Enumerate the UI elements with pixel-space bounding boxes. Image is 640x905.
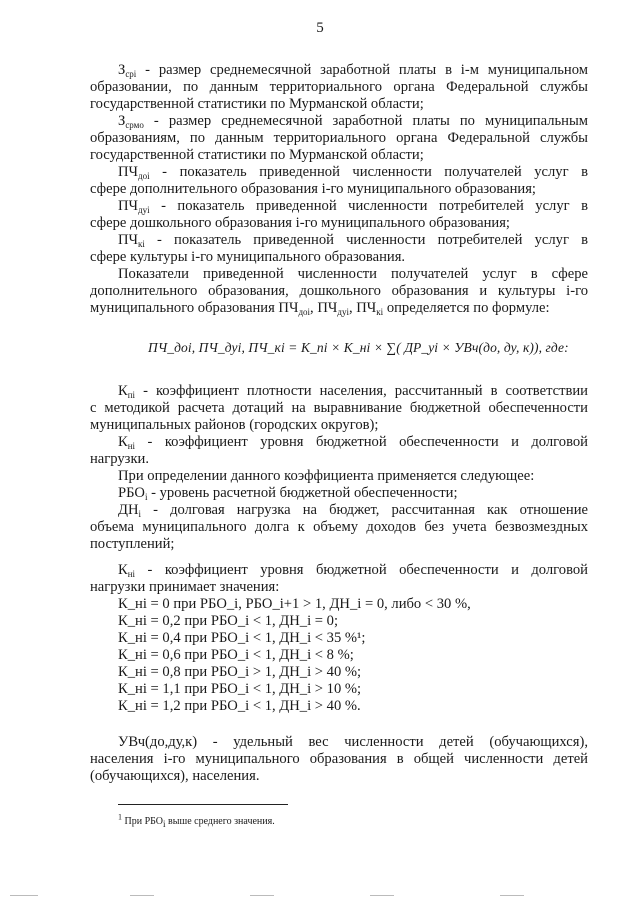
page-number: 5 (316, 20, 324, 36)
condition-line: К_нi = 1,2 при РБО_i < 1, ДН_i > 40 %. (118, 698, 361, 714)
text-line: государственной статистики по Мурманской области; (90, 96, 424, 112)
definition-uvch: УВч(до,ду,к) - удельный вес численности детей (обучающихся), (118, 734, 588, 750)
condition-line: К_нi = 1,1 при РБО_i < 1, ДН_i > 10 %; (118, 681, 362, 697)
text-line: нагрузки. (90, 451, 149, 467)
text-line: (обучающихся), населения. (90, 768, 260, 784)
definition-pch-du: $ПЧ_{дуi}$ - показатель приведенной численности потребителей услуг в (118, 198, 588, 215)
condition-line: К_нi = 0,4 при РБО_i < 1, ДН_i < 35 %¹; (118, 630, 366, 646)
definition-zsri: $З_{срi}$ - размер среднемесячной заработной платы в i-м муниципальном (118, 62, 588, 79)
text-line: сфере дошкольного образования i-го муниципального образования; (90, 215, 510, 231)
condition-line: К_нi = 0,2 при РБО_i < 1, ДН_i = 0; (118, 613, 339, 629)
text-line: дополнительного образования, дошкольного образования и культуры i-го (90, 283, 588, 299)
text-line: При определении данного коэффициента применяется следующее: (118, 468, 535, 484)
text-line: поступлений; (90, 536, 175, 552)
definition-pch-k: $ПЧ_{кi}$ - показатель приведенной численности потребителей услуг в (118, 232, 588, 249)
definition-dn: $ДН_i$ - долговая нагрузка на бюджет, рассчитанная как отношение (118, 502, 588, 519)
text-line: Показатели приведенной численности получателей услуг в сфере (118, 266, 588, 282)
text-line: муниципального образования $ПЧ_{доi}$, $ПЧ_{дуi}$, $ПЧ_{кi}$ определяется по формуле: (90, 300, 550, 317)
scan-mark (250, 895, 274, 896)
footnote-separator (118, 804, 288, 805)
condition-line: К_нi = 0,8 при РБО_i > 1, ДН_i > 40 %; (118, 664, 362, 680)
scan-mark (130, 895, 154, 896)
text-line: объема муниципального долга к объему доходов без учета безвозмездных (90, 519, 588, 535)
scan-mark (10, 895, 38, 896)
definition-kni-values: $К_{нi}$ - коэффициент уровня бюджетной обеспеченности и долговой (118, 562, 588, 579)
text-line: населения i-го муниципального образования в общей численности детей (90, 751, 588, 767)
definition-zsrmo: $З_{срмо}$ - размер среднемесячной заработной платы по муниципальным (118, 113, 588, 130)
text-line: сфере дополнительного образования i-го муниципального образования; (90, 181, 536, 197)
text-line: с методикой расчета дотаций на выравнивание бюджетной обеспеченности (90, 400, 588, 416)
definition-kpi: $К_{пi}$ - коэффициент плотности населения, рассчитанный в соответствии (118, 383, 588, 400)
definition-kni: $К_{нi}$ - коэффициент уровня бюджетной обеспеченности и долговой (118, 434, 588, 451)
text-line: государственной статистики по Мурманской области; (90, 147, 424, 163)
text-line: образовании, по данным территориального органа Федеральной службы (90, 79, 588, 95)
text-line: нагрузки принимает значения: (90, 579, 280, 595)
text-line: образованиям, по данным территориального органа Федеральной службы (90, 130, 588, 146)
definition-pch-do: $ПЧ_{доi}$ - показатель приведенной численности получателей услуг в (118, 164, 588, 181)
condition-line: К_нi = 0,6 при РБО_i < 1, ДН_i < 8 %; (118, 647, 354, 663)
footnote: $^1$ При $РБО_i$ выше среднего значения. (118, 812, 275, 829)
scan-mark (500, 895, 524, 896)
formula: ПЧ_доi, ПЧ_дуi, ПЧ_кi = K_пi × K_нi × ∑( ДР_уi × УВч(до, ду, к)), где: (148, 340, 569, 355)
text-line: муниципальных районов (городских округов); (90, 417, 379, 433)
condition-line: К_нi = 0 при РБО_i, РБО_i+1 > 1, ДН_i = 0, либо < 30 %, (118, 596, 471, 612)
scan-mark (370, 895, 394, 896)
text-line: сфере культуры i-го муниципального образования. (90, 249, 406, 265)
definition-rbo: $РБО_i$ - уровень расчетной бюджетной обеспеченности; (118, 485, 458, 502)
